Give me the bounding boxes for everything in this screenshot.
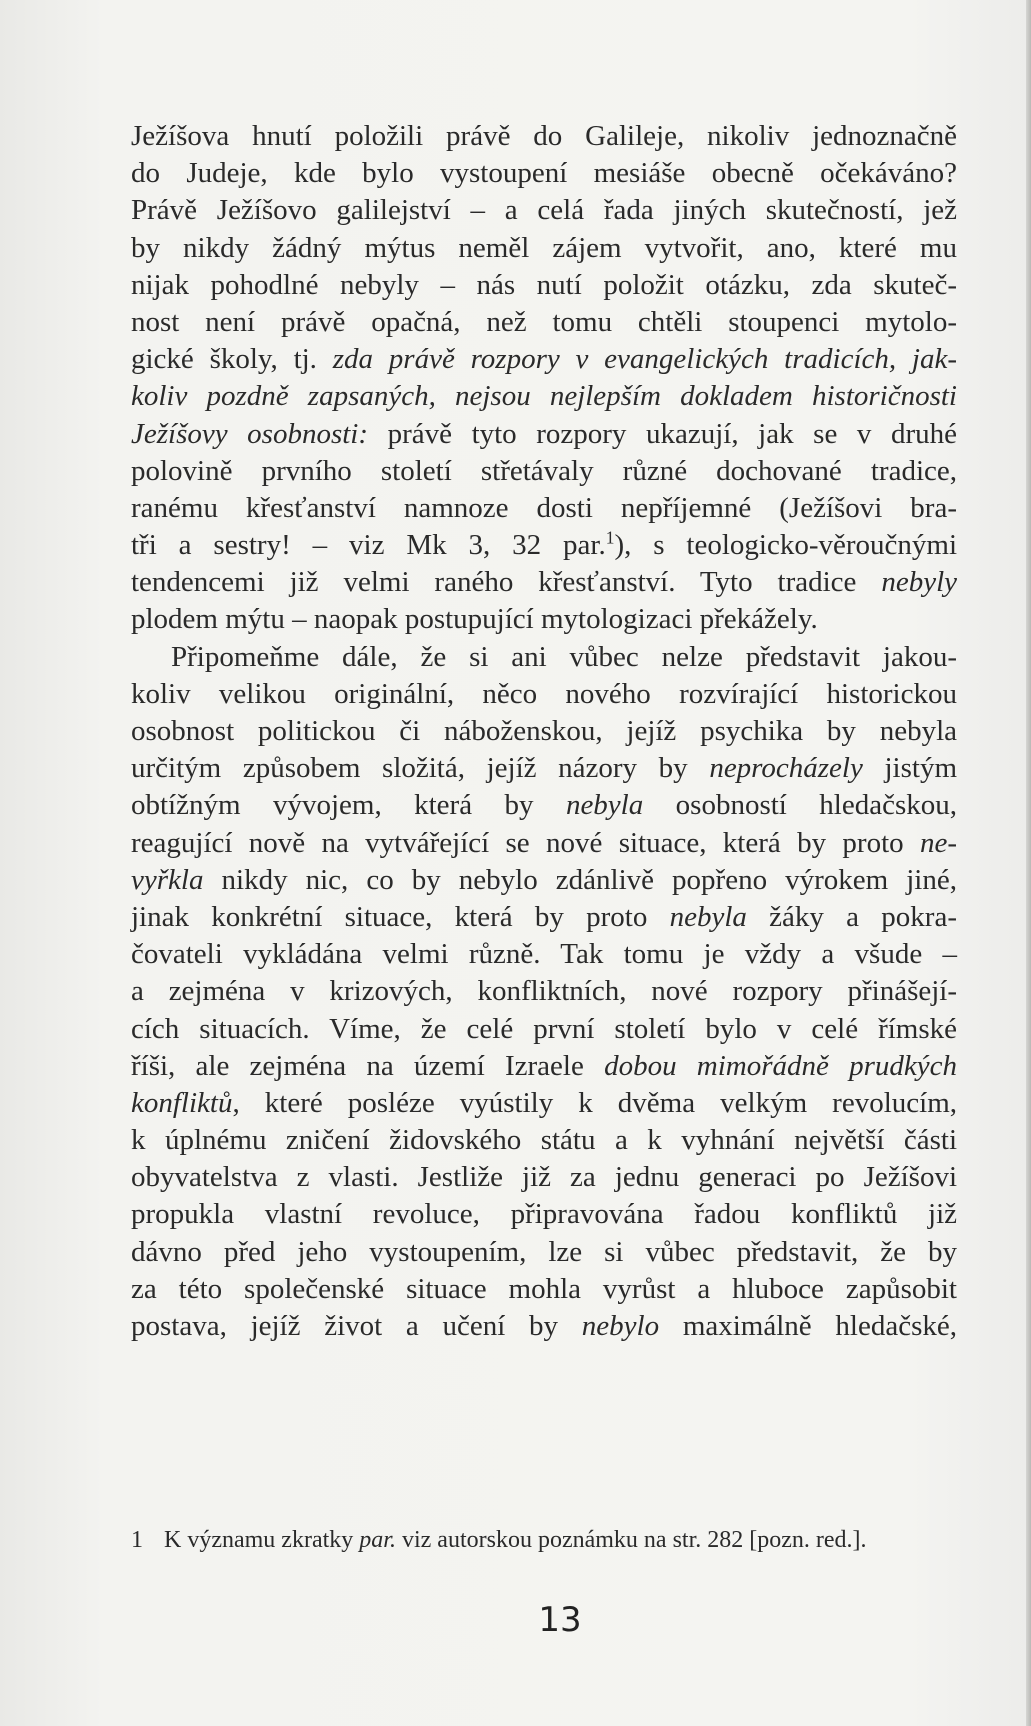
text-line: plodem mýtu – naopak postupující mytologizaci překážely. — [131, 603, 818, 636]
text-line: polovině prvního století střetávaly různé dochované tradice, — [131, 454, 957, 487]
page-edge — [1026, 0, 1031, 1726]
italic-emphasis: par. — [359, 1527, 396, 1553]
text-line: ranému křesťanství namnoze dosti nepříjemné (Ježíšovi bra- — [131, 491, 957, 524]
text-line: za této společenské situace mohla vyrůst a hluboce zapůsobit — [131, 1272, 957, 1305]
text-line: obyvatelstva z vlasti. Jestliže již za jednu generaci po Ježíšovi — [131, 1161, 957, 1194]
text-line — [131, 527, 957, 564]
text-line: do Judeje, kde bylo vystoupení mesiáše obecně očekáváno? — [131, 157, 957, 190]
text-segment: říši, ale zejména na území Izraele — [131, 1049, 605, 1082]
italic-emphasis: nebylo — [581, 1310, 660, 1342]
text-segment: žáky a pokra- — [746, 900, 957, 933]
italic-emphasis: konfliktů — [131, 1086, 233, 1119]
italic-emphasis: nebyly — [881, 566, 957, 599]
text-segment: tři a sestry! – viz Mk 3, 32 par. — [131, 529, 606, 562]
text-line — [131, 564, 957, 601]
text-segment: maximálně hledačské, — [659, 1310, 957, 1342]
text-segment: tendencemi již velmi raného křesťanství. Tyto tradice — [131, 566, 882, 599]
footnote-reference: 1 — [605, 527, 615, 548]
body-text — [131, 118, 957, 1345]
italic-emphasis: dobou mimořádně prudkých — [604, 1049, 957, 1082]
footnote-text: K významu zkratky — [164, 1527, 360, 1553]
page-number: 13 — [538, 1600, 582, 1640]
paragraph-1 — [131, 118, 957, 639]
paragraph-2 — [131, 639, 957, 1346]
text-line — [131, 341, 957, 378]
italic-emphasis: neprocházely — [709, 752, 863, 785]
text-line — [131, 1085, 957, 1122]
text-segment: právě tyto rozpory ukazují, jak se v druhé — [368, 417, 957, 450]
text-line — [131, 750, 957, 787]
text-line — [131, 416, 957, 453]
text-line: dávno před jeho vystoupením, lze si vůbec představit, že by — [131, 1235, 957, 1268]
text-segment: osobností hledačskou, — [643, 789, 957, 822]
text-segment: ), s teologicko-věroučnými — [614, 529, 957, 562]
text-line — [131, 1048, 957, 1085]
text-line: k úplnému zničení židovského státu a k vyhnání největší části — [131, 1124, 957, 1157]
italic-emphasis: ne- — [919, 826, 957, 859]
text-segment: , které posléze vyústily k dvěma velkým revolucím, — [232, 1086, 957, 1119]
italic-emphasis: Ježíšovy osobnosti: — [131, 417, 369, 450]
italic-emphasis: nebyla — [669, 900, 747, 933]
text-line: Připomeňme dále, že si ani vůbec nelze představit jakou- — [171, 640, 957, 673]
text-line — [131, 787, 957, 824]
text-line: nijak pohodlné nebyly – nás nutí položit otázku, zda skuteč- — [131, 268, 957, 301]
text-line: by nikdy žádný mýtus neměl zájem vytvořit, ano, které mu — [131, 231, 957, 264]
text-line — [131, 1308, 957, 1345]
text-segment: postava, jejíž život a učení by — [131, 1310, 582, 1342]
text-line: koliv pozdně zapsaných, nejsou nejlepším dokladem historičnosti — [131, 380, 957, 413]
text-line: a zejména v krizových, konfliktních, nové rozpory přinášejí- — [131, 975, 957, 1008]
italic-emphasis: nebyla — [565, 789, 644, 822]
text-line: Právě Ježíšovo galilejství – a celá řada jiných skutečností, jež — [131, 194, 957, 227]
text-segment: reagující nově na vytvářející se nové situace, která by proto — [131, 826, 920, 859]
text-segment: obtížným vývojem, která by — [131, 789, 566, 822]
text-line — [131, 862, 957, 899]
text-segment: gické školy, tj. — [131, 343, 333, 376]
text-line: propukla vlastní revoluce, připravována řadou konfliktů již — [131, 1198, 957, 1231]
text-segment: jistým — [862, 752, 957, 785]
text-line: koliv velikou originální, něco nového rozvírající historickou — [131, 677, 957, 710]
text-line: cích situacích. Víme, že celé první století bylo v celé římské — [131, 1012, 957, 1045]
footnote — [131, 1525, 957, 1555]
italic-emphasis: zda právě rozpory v evangelických tradicích, jak- — [332, 343, 957, 376]
italic-emphasis: vyřkla — [131, 863, 204, 896]
text-line: Ježíšova hnutí položili právě do Galileje, nikoliv jednoznačně — [131, 120, 957, 152]
text-line — [131, 899, 957, 936]
text-segment: určitým způsobem složitá, jejíž názory by — [131, 752, 710, 785]
text-line: nost není právě opačná, než tomu chtěli stoupenci mytolo- — [131, 305, 957, 338]
text-line — [131, 825, 957, 862]
footnote-number: 1 — [131, 1527, 143, 1553]
text-segment: nikdy nic, co by nebylo zdánlivě popřeno výrokem jiné, — [203, 863, 957, 896]
text-segment: jinak konkrétní situace, která by proto — [131, 900, 670, 933]
text-line: osobnost politickou či náboženskou, jejíž psychika by nebyla — [131, 715, 957, 747]
footnote-text: viz autorskou poznámku na str. 282 [pozn. red.]. — [395, 1527, 867, 1553]
text-line: čovateli vykládána velmi různě. Tak tomu je vždy a všude – — [131, 938, 957, 971]
